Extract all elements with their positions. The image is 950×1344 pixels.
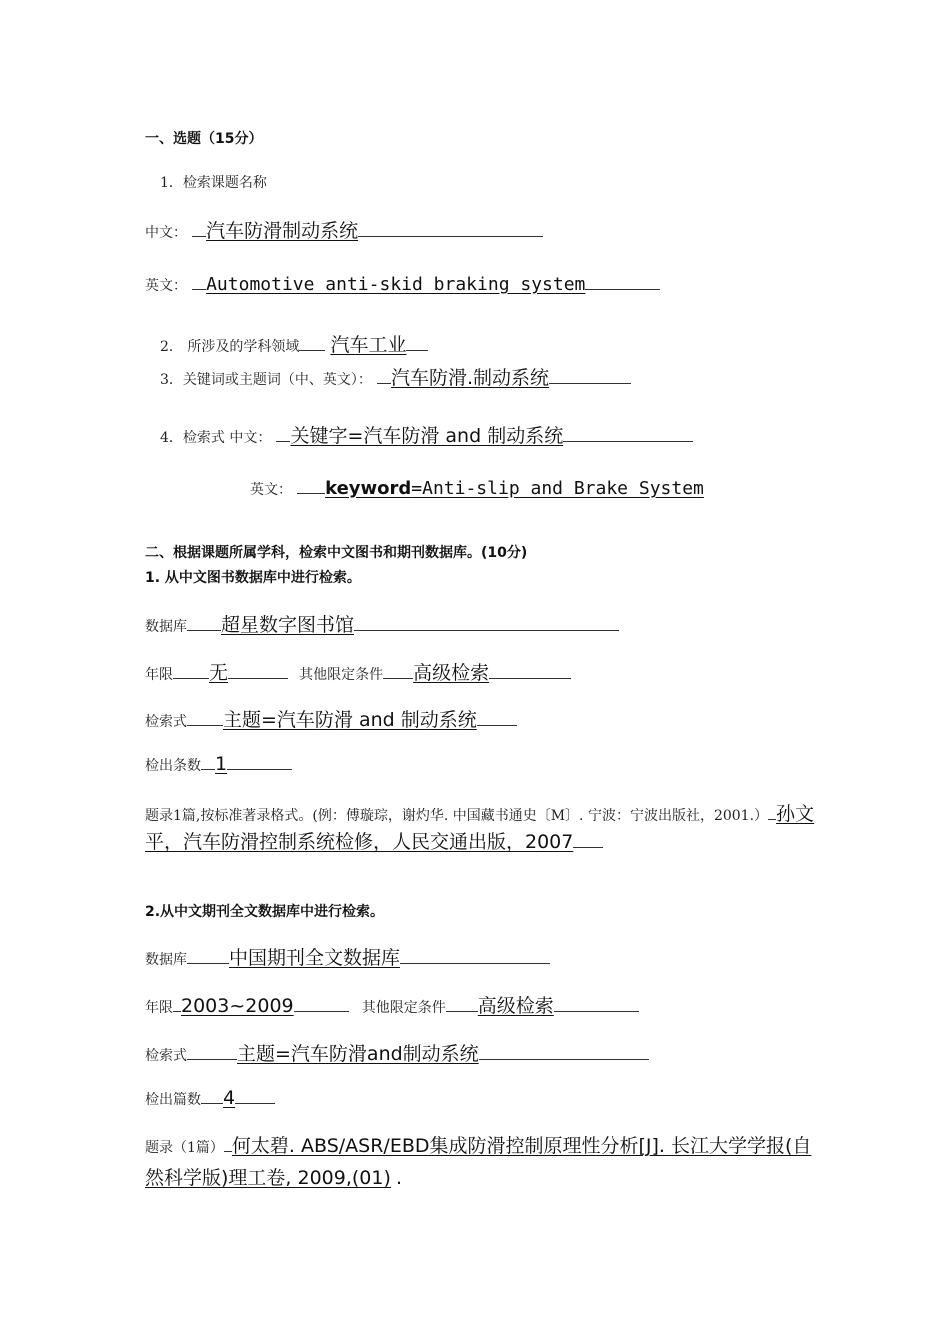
blank: [224, 1137, 232, 1152]
book-count-row: [145, 753, 292, 775]
book-query-value: 主题=汽车防滑 and 制动系统: [223, 709, 477, 731]
blank: [201, 1089, 223, 1104]
journal-count-row: [145, 1087, 275, 1109]
blank: [187, 616, 221, 631]
blank: [192, 222, 206, 237]
book-other-value: 高级检索: [413, 662, 490, 684]
blank: [187, 711, 223, 726]
journal-count-value: 4: [223, 1087, 236, 1109]
blank: [477, 711, 517, 726]
blank: [297, 479, 325, 494]
q3-label: 3．关键词或主题词（中、英文）：: [160, 372, 372, 388]
book-db-row: [145, 610, 619, 637]
cn-title-row: [145, 216, 543, 243]
q4-label: 4．检索式 中文：: [160, 430, 272, 446]
blank: [227, 755, 292, 770]
q3-row: [160, 363, 631, 390]
q4-en-label: 英文：: [250, 482, 292, 498]
q3-value: 汽车防滑.制动系统: [391, 367, 550, 389]
journal-db-label: 数据库: [145, 952, 187, 968]
blank: [294, 997, 349, 1012]
blank: [377, 369, 391, 384]
en-label: 英文：: [145, 278, 187, 294]
journal-year-value: 2003~2009: [181, 995, 294, 1017]
blank: [549, 369, 631, 384]
blank: [573, 833, 603, 848]
book-query-label: 检索式: [145, 714, 187, 730]
blank: [768, 805, 776, 820]
book-count-value: 1: [215, 753, 228, 775]
blank: [192, 275, 206, 290]
book-db-value: 超星数字图书馆: [221, 614, 355, 636]
journal-db-row: [145, 943, 550, 970]
section-1-title: 一、选题（15分）: [145, 131, 263, 147]
blank: [299, 336, 325, 351]
section-2-sub1: 1. 从中文图书数据库中进行检索。: [145, 570, 361, 586]
journal-db-value: 中国期刊全文数据库: [229, 947, 401, 969]
blank: [276, 427, 290, 442]
blank: [479, 1045, 649, 1060]
blank: [235, 1089, 275, 1104]
q4-cn-row: [160, 421, 693, 448]
blank: [358, 222, 543, 237]
journal-record-value: 何太碧. ABS/ASR/EBD集成防滑控制原理性分析[J]. 长江大学学报(自然科学版)理工卷, 2009,(01): [145, 1135, 812, 1189]
journal-query-label: 检索式: [145, 1048, 187, 1064]
blank: [354, 616, 619, 631]
blank: [446, 997, 478, 1012]
section-2-sub2: 2.从中文期刊全文数据库中进行检索。: [145, 904, 385, 920]
blank: [406, 336, 428, 351]
journal-record-label: 题录（1篇）: [145, 1140, 224, 1156]
blank: [201, 755, 215, 770]
q2-value: 汽车工业: [330, 334, 407, 356]
book-year-value: 无: [209, 662, 229, 684]
journal-query-row: [145, 1039, 649, 1066]
book-db-label: 数据库: [145, 619, 187, 635]
book-count-label: 检出条数: [145, 758, 201, 774]
book-other-label: 其他限定条件: [299, 667, 384, 683]
book-query-row: [145, 705, 517, 732]
q4-en-value-keyword: keyword: [325, 478, 412, 499]
blank: [173, 664, 209, 679]
journal-query-value: 主题=汽车防滑and制动系统: [237, 1043, 479, 1065]
journal-year-label: 年限: [145, 1000, 173, 1016]
q1-label: 1．检索课题名称: [160, 175, 267, 191]
q4-en-value-rest: =Anti-slip and Brake System: [411, 478, 704, 499]
book-year-label: 年限: [145, 667, 173, 683]
cn-label: 中文：: [145, 225, 187, 241]
journal-other-value: 高级检索: [477, 995, 554, 1017]
q4-cn-value: 关键字=汽车防滑 and 制动系统: [290, 425, 564, 447]
journal-record: [145, 1131, 815, 1193]
blank: [554, 997, 639, 1012]
journal-other-label: 其他限定条件: [361, 1000, 446, 1016]
blank: [383, 664, 413, 679]
cn-title-value: 汽车防滑制动系统: [206, 220, 359, 242]
blank: [187, 1045, 237, 1060]
blank: [489, 664, 571, 679]
section-2-title: 二、根据课题所属学科，检索中文图书和期刊数据库。(10分): [145, 545, 528, 561]
journal-record-end: .: [395, 1167, 403, 1189]
journal-year-row: [145, 991, 639, 1018]
journal-count-label: 检出篇数: [145, 1092, 201, 1108]
en-title-row: [145, 274, 660, 295]
blank: [173, 997, 181, 1012]
q4-en-row: [250, 478, 704, 499]
book-year-row: [145, 658, 571, 685]
book-record-label: 题录1篇,按标准著录格式。(例：傅璇琮，谢灼华. 中国藏书通史〔M〕. 宁波：宁波出版社，2001.）: [145, 808, 769, 824]
book-record-value: 孙文平，汽车防滑控制系统检修，人民交通出版，2007: [145, 803, 815, 853]
en-title-value: Automotive anti-skid braking system: [206, 274, 586, 295]
blank: [400, 949, 550, 964]
blank: [563, 427, 693, 442]
blank: [228, 664, 288, 679]
q2-row: [160, 330, 428, 357]
book-record: [145, 801, 815, 855]
blank: [187, 949, 229, 964]
blank: [585, 275, 660, 290]
q2-label: 2． 所涉及的学科领域: [160, 339, 300, 355]
